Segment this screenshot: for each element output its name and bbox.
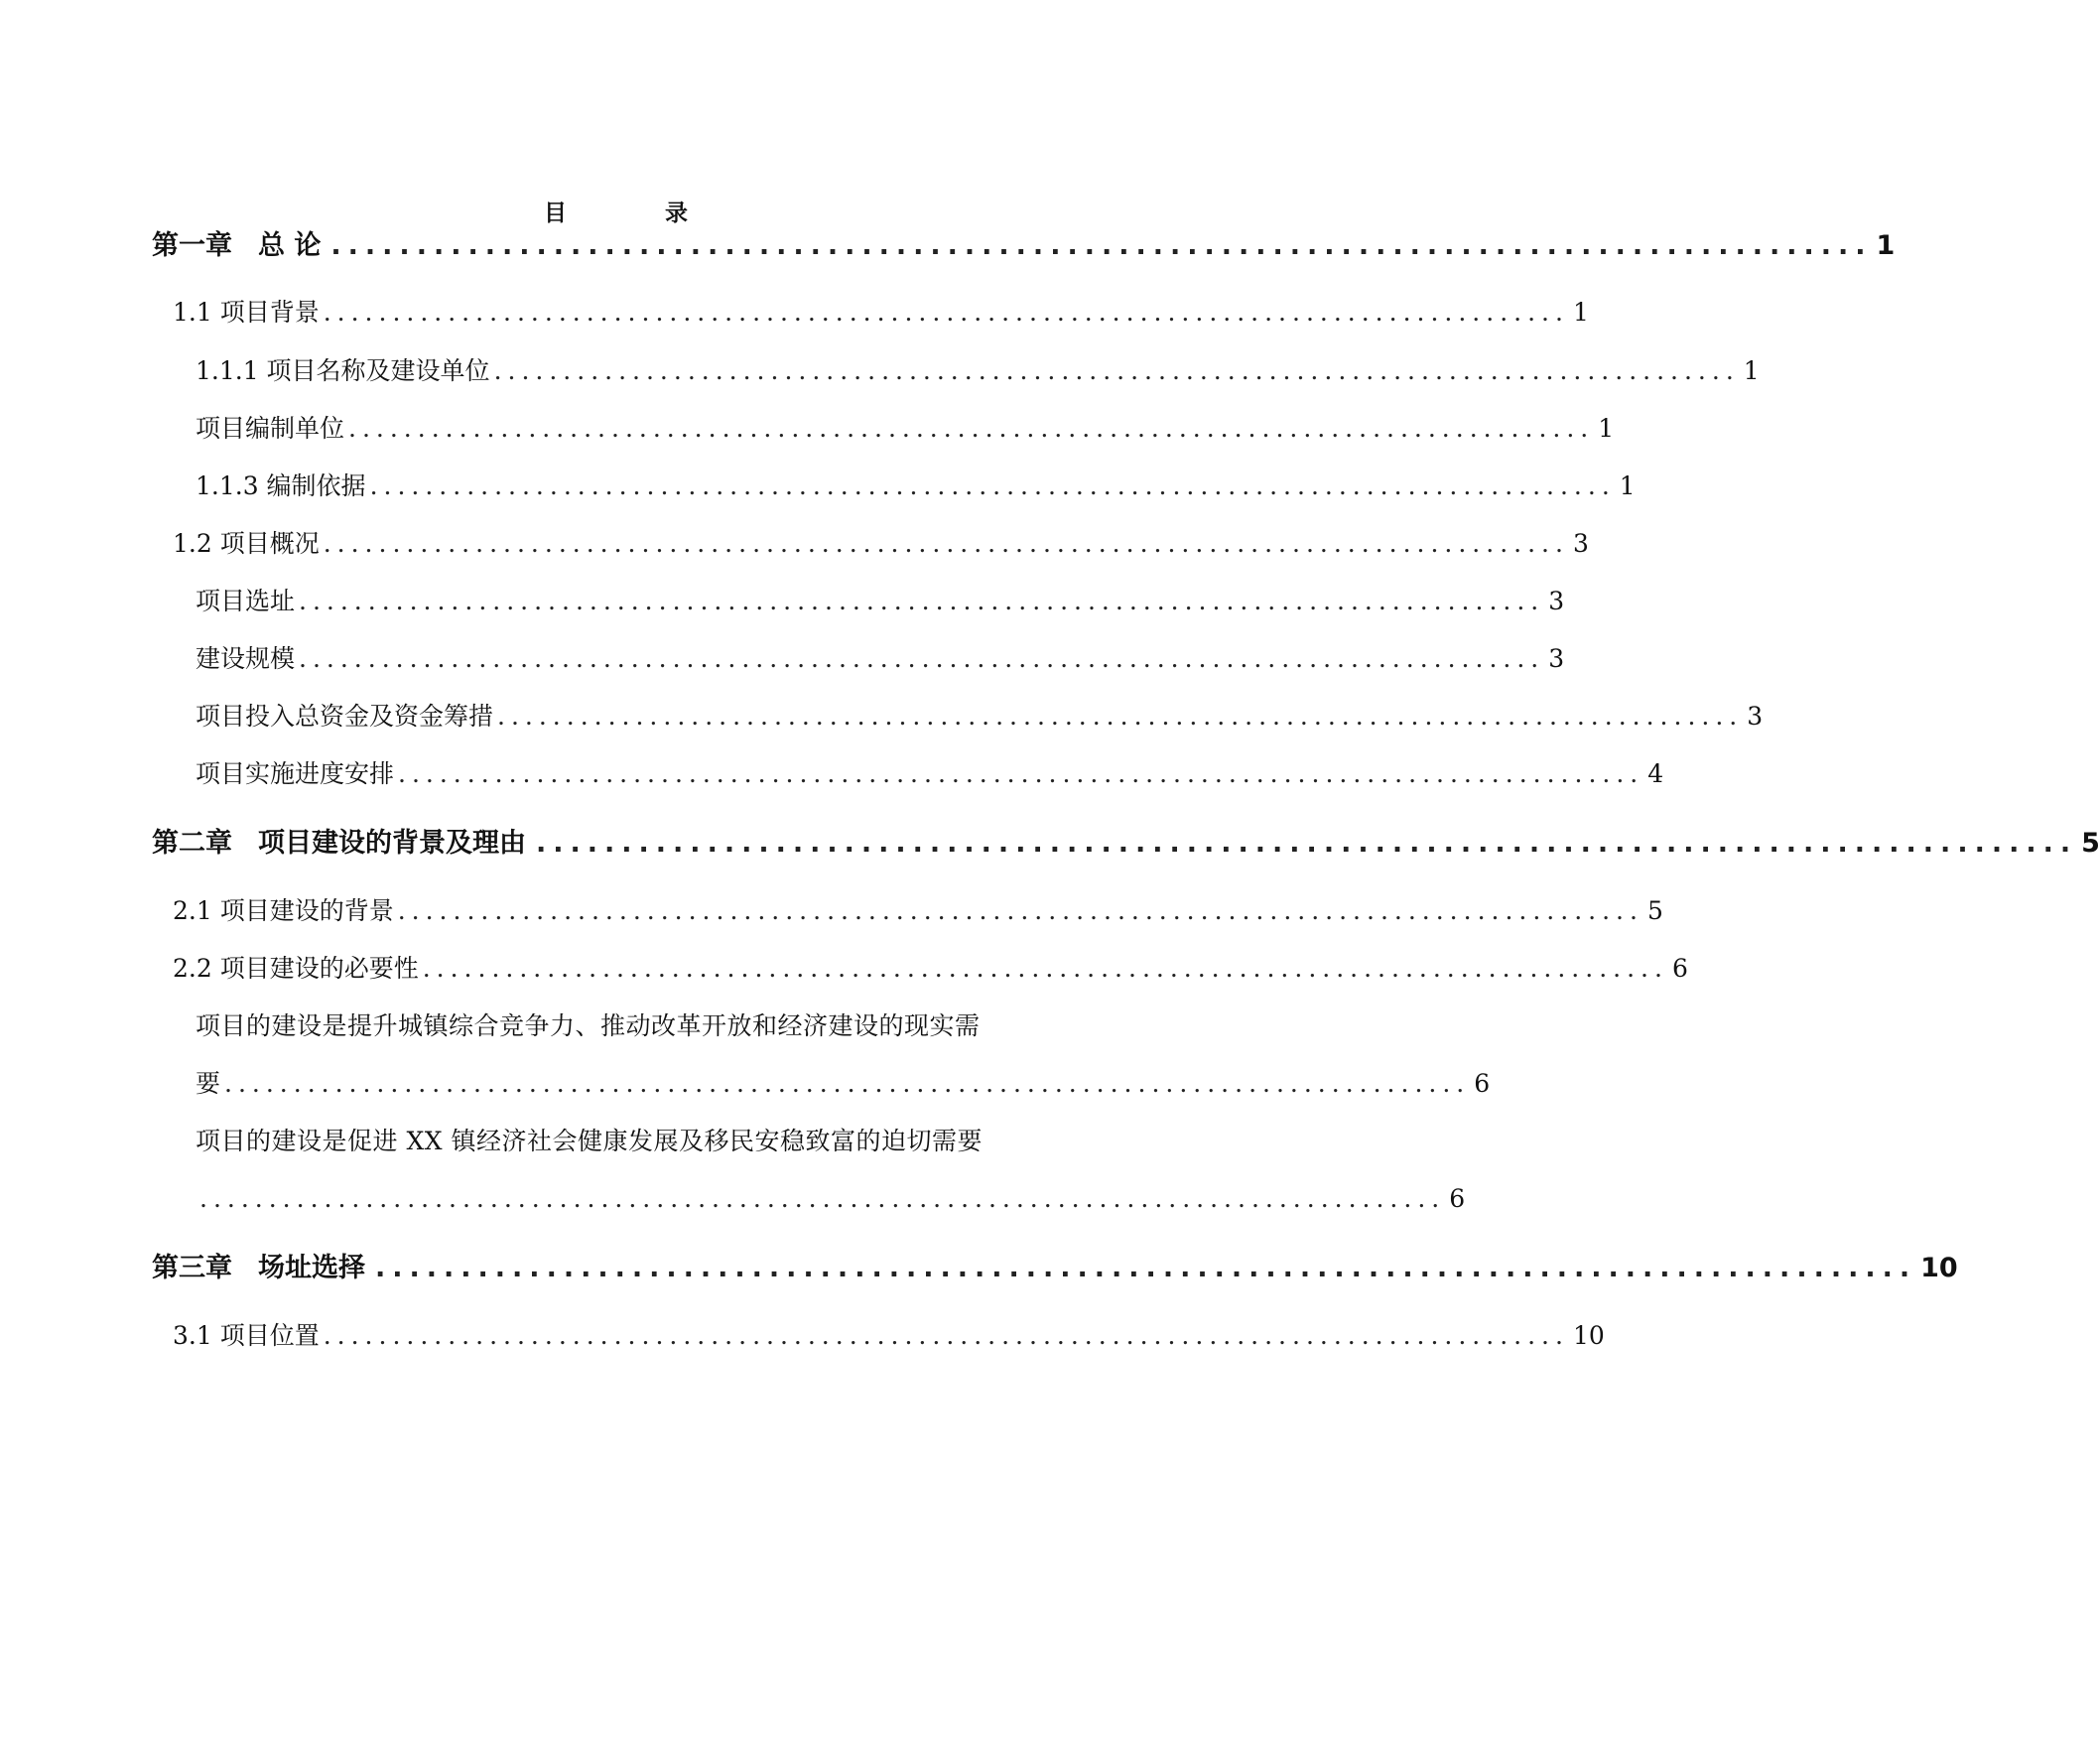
dot-leader: ..........................................................................................: [398, 759, 1644, 788]
page-number: 5: [1646, 896, 1663, 925]
toc-chapter-1[interactable]: [152, 230, 1896, 261]
page-number: 10: [1920, 1253, 1958, 1283]
chapter-title: 项目建设的背景及理由: [258, 828, 526, 859]
subsection-title: 项目实施进度安排: [196, 759, 395, 788]
page-number: 3: [1572, 529, 1589, 558]
dot-leader: ..........................................................................................: [323, 529, 1569, 558]
chapter-number: 第二章: [152, 828, 232, 859]
page-number: 3: [1548, 587, 1565, 615]
toc-section-1-2[interactable]: [173, 529, 1589, 558]
toc-section-3-1[interactable]: [173, 1321, 1605, 1350]
page-number: 3: [1747, 702, 1764, 731]
page-number: 4: [1647, 759, 1664, 788]
page-number: 6: [1449, 1184, 1466, 1213]
toc-chapter-2[interactable]: [152, 828, 2100, 859]
chapter-number: 第一章: [152, 230, 232, 261]
toc-subsection-competitiveness-line2[interactable]: [196, 1069, 1491, 1098]
toc-subsection-1-1-1[interactable]: [196, 356, 1760, 385]
dot-leader: ..........................................................................................: [375, 1253, 1917, 1283]
dot-leader: ..........................................................................................: [323, 1321, 1569, 1350]
toc-subsection-compiler[interactable]: [196, 414, 1615, 443]
subsection-title: 1.1.3 编制依据: [196, 471, 366, 500]
dot-leader: ..........................................................................................: [369, 471, 1616, 500]
dot-leader: ..........................................................................................: [493, 356, 1740, 385]
dot-leader: ..........................................................................................: [348, 414, 1595, 443]
toc-section-1-1[interactable]: [173, 298, 1589, 327]
subsection-title: 项目选址: [196, 587, 296, 615]
page-number: 5: [2081, 828, 2100, 859]
dot-leader: ..........................................................................................: [330, 230, 1873, 261]
dot-leader: ..........................................................................................: [199, 1184, 1446, 1213]
page-number: 1: [1619, 471, 1636, 500]
toc-subsection-scale[interactable]: [196, 644, 1565, 673]
page-number: 6: [1474, 1069, 1491, 1098]
subsection-title: 项目的建设是促进 XX 镇经济社会健康发展及移民安稳致富的迫切需要: [196, 1127, 983, 1155]
toc-title: 目 录: [544, 201, 725, 226]
section-title: 1.1 项目背景: [173, 298, 320, 327]
dot-leader: ..........................................................................................: [497, 702, 1744, 731]
subsection-title: 项目编制单位: [196, 414, 345, 443]
toc-subsection-development-line1[interactable]: [196, 1129, 1083, 1153]
dot-leader: ..........................................................................................: [536, 828, 2078, 859]
toc-subsection-investment[interactable]: [196, 702, 1764, 731]
dot-leader: ..........................................................................................: [224, 1069, 1471, 1098]
dot-leader: ..........................................................................................: [299, 644, 1545, 673]
chapter-title: 场址选择: [258, 1253, 365, 1283]
dot-leader: ..........................................................................................: [323, 298, 1569, 327]
page-number: 6: [1671, 954, 1688, 983]
subsection-title-continued: 要: [196, 1069, 221, 1098]
section-title: 2.1 项目建设的背景: [173, 896, 394, 925]
toc-subsection-site[interactable]: [196, 587, 1565, 615]
toc-section-2-1[interactable]: [173, 896, 1663, 925]
chapter-number: 第三章: [152, 1253, 232, 1283]
page-number: 1: [1743, 356, 1760, 385]
section-title: 2.2 项目建设的必要性: [173, 954, 419, 983]
toc-section-2-2[interactable]: [173, 954, 1688, 983]
page-number: 1: [1572, 298, 1589, 327]
page-number: 3: [1548, 644, 1565, 673]
dot-leader: ..........................................................................................: [422, 954, 1668, 983]
section-title: 3.1 项目位置: [173, 1321, 320, 1350]
toc-subsection-competitiveness-line1[interactable]: [196, 1013, 1083, 1038]
subsection-title: 项目投入总资金及资金筹措: [196, 702, 494, 731]
section-title: 1.2 项目概况: [173, 529, 320, 558]
toc-subsection-development-line2[interactable]: [196, 1184, 1466, 1213]
toc-subsection-1-1-3[interactable]: [196, 471, 1636, 500]
dot-leader: ..........................................................................................: [397, 896, 1643, 925]
toc-subsection-schedule[interactable]: [196, 759, 1664, 788]
subsection-title: 项目的建设是提升城镇综合竞争力、推动改革开放和经济建设的现实需: [196, 1011, 981, 1040]
page-number: 1: [1876, 230, 1896, 261]
subsection-title: 1.1.1 项目名称及建设单位: [196, 356, 490, 385]
page-number: 10: [1572, 1321, 1605, 1350]
subsection-title: 建设规模: [196, 644, 296, 673]
dot-leader: ..........................................................................................: [299, 587, 1545, 615]
toc-chapter-3[interactable]: [152, 1253, 1958, 1283]
page-number: 1: [1598, 414, 1615, 443]
chapter-title: 总 论: [258, 230, 322, 261]
